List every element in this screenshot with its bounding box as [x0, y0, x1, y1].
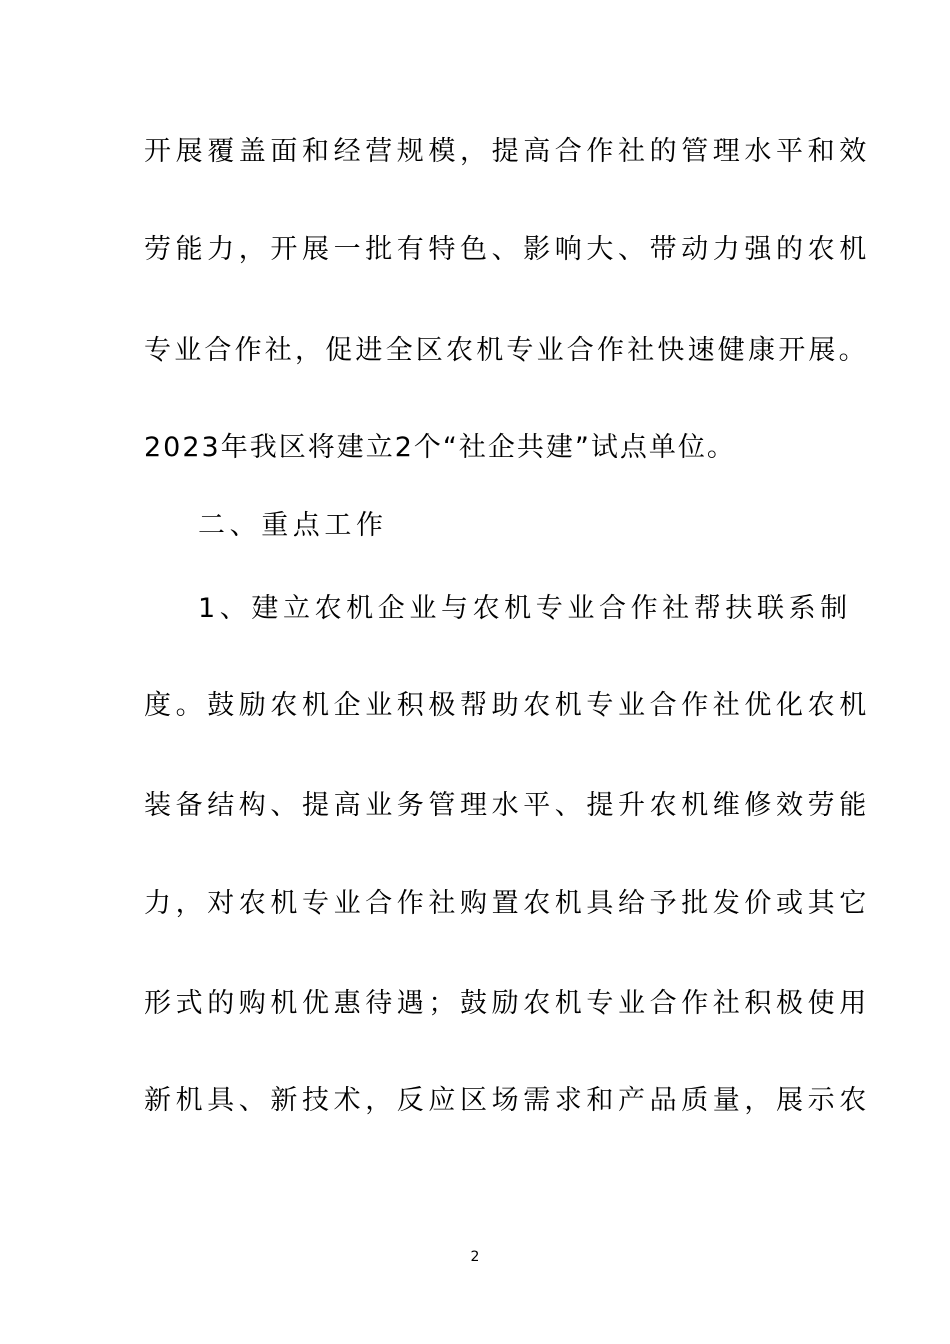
paragraph-line: 新机具、新技术，反应区场需求和产品质量，展示农	[144, 1085, 871, 1116]
page-number: 2	[470, 1249, 480, 1265]
section-heading: 二、重点工作	[198, 510, 388, 541]
paragraph-line: 1、建立农机企业与农机专业合作社帮扶联系制	[198, 593, 852, 624]
paragraph-line: 专业合作社，促进全区农机专业合作社快速健康开展。	[144, 335, 869, 366]
paragraph-line: 2023年我区将建立2个“社企共建”试点单位。	[144, 432, 736, 463]
paragraph-line: 形式的购机优惠待遇；鼓励农机专业合作社积极使用	[144, 988, 871, 1019]
paragraph-line: 开展覆盖面和经营规模，提高合作社的管理水平和效	[144, 136, 871, 167]
paragraph-line: 装备结构、提高业务管理水平、提升农机维修效劳能	[144, 790, 871, 821]
paragraph-line: 度。鼓励农机企业积极帮助农机专业合作社优化农机	[144, 690, 871, 721]
paragraph-line: 劳能力，开展一批有特色、影响大、带动力强的农机	[144, 234, 871, 265]
paragraph-line: 力，对农机专业合作社购置农机具给予批发价或其它	[144, 888, 871, 919]
